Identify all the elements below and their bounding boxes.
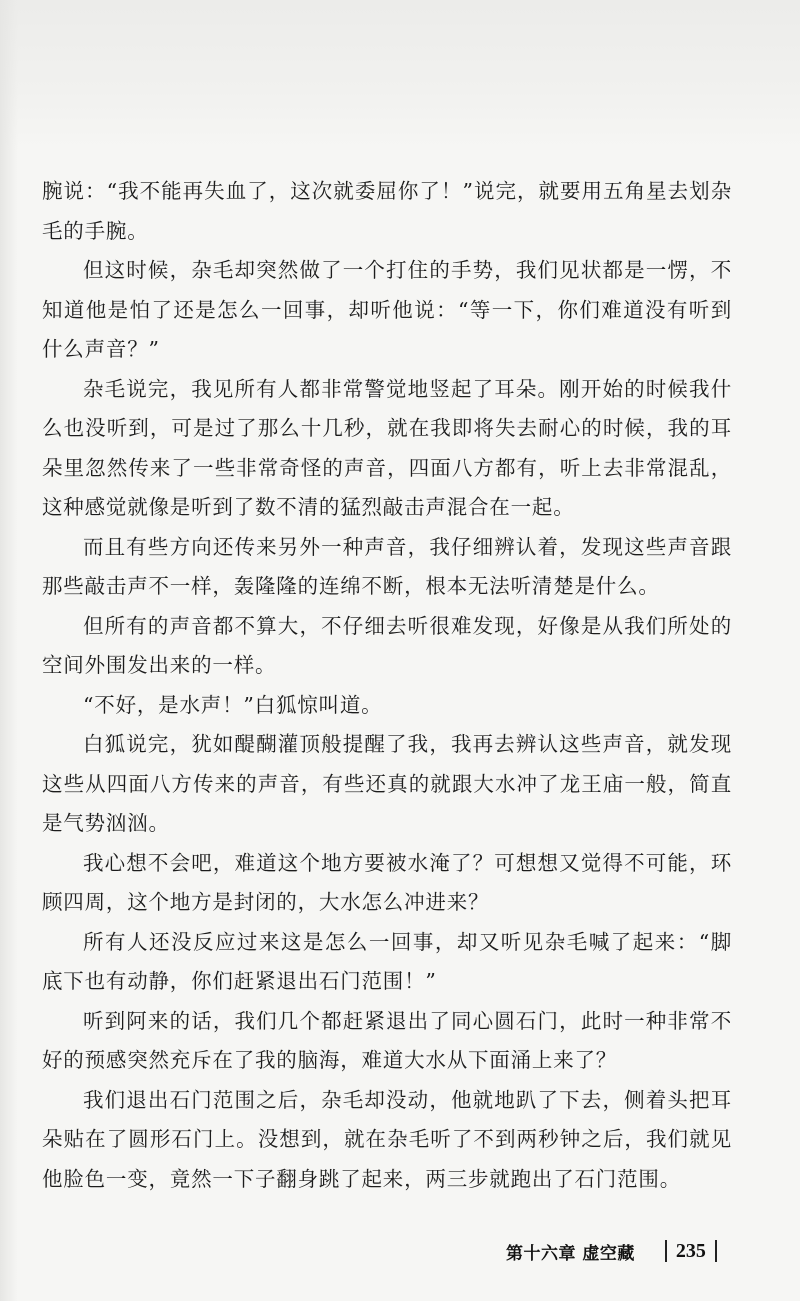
paragraph-5: 但所有的声音都不算大，不仔细去听很难发现，好像是从我们所处的空间外围发出来的一样。	[42, 613, 732, 677]
paragraph-2: 但这时候，杂毛却突然做了一个打住的手势，我们见状都是一愣，不知道他是怕了还是怎么一回事，却听他说：“等一下，你们难道没有听到什么声音？”	[42, 258, 732, 361]
paragraph-9: 所有人还没反应过来这是怎么一回事，却又听见杂毛喊了起来：“脚底下也有动静，你们赶紧退出石门范围！”	[42, 929, 732, 993]
paragraph-11: 我们退出石门范围之后，杂毛却没动，他就地趴了下去，侧着头把耳朵贴在了圆形石门上。没想到，就在杂毛听了不到两秒钟之后，我们就见他脸色一变，竟然一下子翻身跳了起来，两三步就跑出了石门范围。	[42, 1087, 732, 1191]
paragraph-1: 腕说：“我不能再失血了，这次就委屈你了！”说完，就要用五角星去划杂毛的手腕。	[42, 179, 732, 243]
page-top-shadow	[0, 0, 800, 150]
paragraph-8: 我心想不会吧，难道这个地方要被水淹了？可想想又觉得不可能，环顾四周，这个地方是封闭的，大水怎么冲进来？	[42, 850, 732, 914]
paragraph-4: 而且有些方向还传来另外一种声音，我仔细辨认着，发现这些声音跟那些敲击声不一样，轰隆隆的连绵不断，根本无法听清楚是什么。	[42, 534, 732, 598]
footer-divider-right	[715, 1240, 717, 1262]
page-footer	[506, 1235, 717, 1267]
chapter-title: 第十六章 虚空藏	[506, 1243, 635, 1264]
body-text	[42, 172, 732, 1199]
page-number: 235	[675, 1239, 706, 1262]
paragraph-7: 白狐说完，犹如醍醐灌顶般提醒了我，我再去辨认这些声音，就发现这些从四面八方传来的声音，有些还真的就跟大水冲了龙王庙一般，简直是气势汹汹。	[42, 732, 732, 835]
paragraph-6: “不好，是水声！”白狐惊叫道。	[83, 692, 383, 717]
page-gutter-shadow	[0, 0, 18, 1301]
footer-divider-left	[665, 1240, 667, 1262]
paragraph-10: 听到阿来的话，我们几个都赶紧退出了同心圆石门，此时一种非常不好的预感突然充斥在了我的脑海，难道大水从下面涌上来了？	[42, 1008, 732, 1072]
paragraph-3: 杂毛说完，我见所有人都非常警觉地竖起了耳朵。刚开始的时候我什么也没听到，可是过了那么十几秒，就在我即将失去耐心的时候，我的耳朵里忽然传来了一些非常奇怪的声音，四面八方都有，听上去非常混乱，这种感觉就像是听到了数不清的猛烈敲击声混合在一起。	[42, 376, 732, 519]
